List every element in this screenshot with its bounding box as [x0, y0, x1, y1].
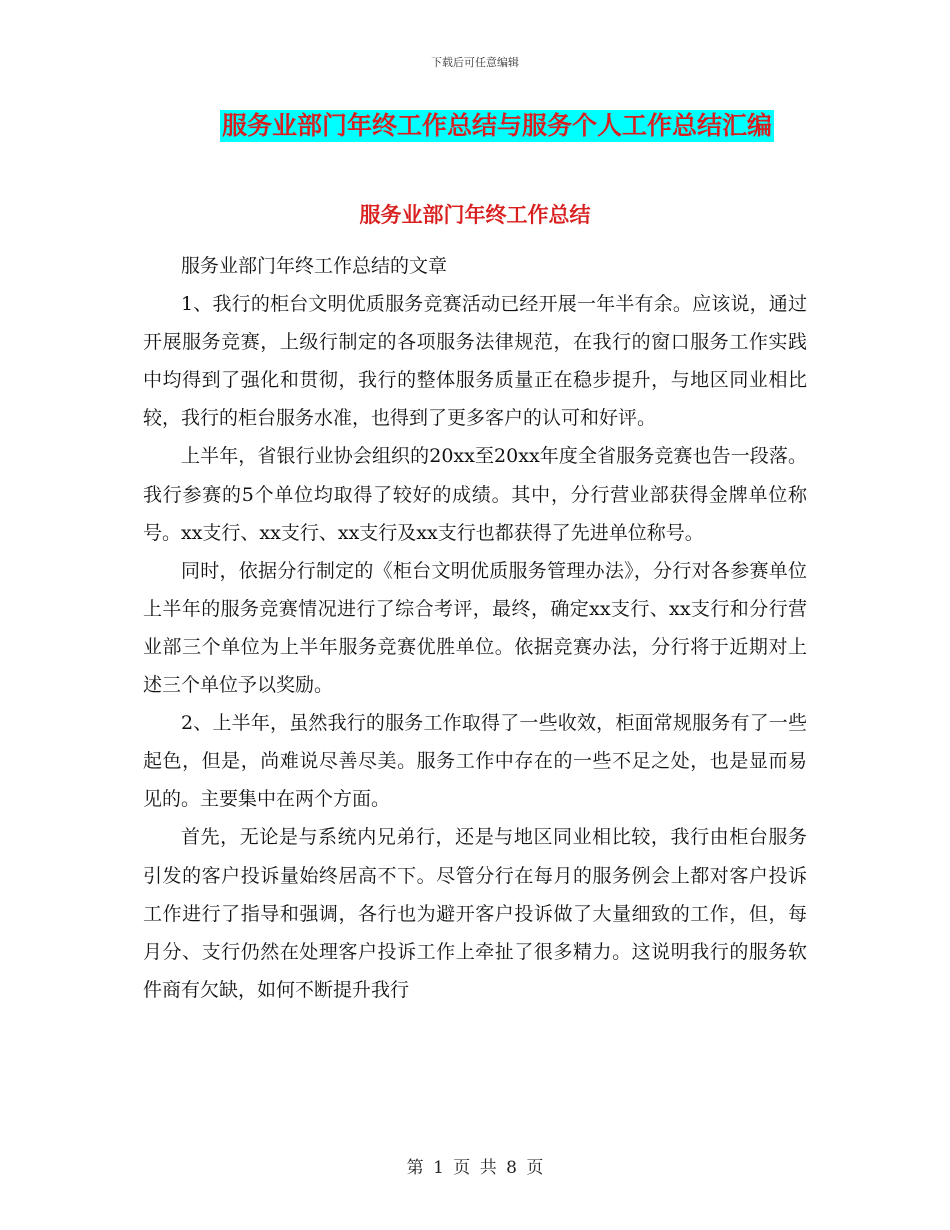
main-title-container: [0, 110, 950, 142]
section-title: 服务业部门年终工作总结: [359, 202, 591, 227]
paragraph: 同时，依据分行制定的《柜台文明优质服务管理办法》，分行对各参赛单位上半年的服务竞赛情况进行了综合考评，最终，确定xx支行、xx支行和分行营业部三个单位为上半年服务竞赛优胜单位。依据竞赛办法，分行将于近期对上述三个单位予以奖励。: [143, 559, 807, 697]
header-note: 下载后可任意编辑: [431, 56, 519, 69]
paragraph: 首先，无论是与系统内兄弟行，还是与地区同业相比较，我行由柜台服务引发的客户投诉量始终居高不下。尽管分行在每月的服务例会上都对客户投诉工作进行了指导和强调，各行也为避开客户投诉做了大量细致的工作，但，每月分、支行仍然在处理客户投诉工作上牵扯了很多精力。这说明我行的服务软件商有欠缺，如何不断提升我行: [143, 826, 807, 1001]
paragraph: 上半年，省银行业协会组织的20xx至20xx年度全省服务竞赛也告一段落。我行参赛的5个单位均取得了较好的成绩。其中，分行营业部获得金牌单位称号。xx支行、xx支行、xx支行及xx支行也都获得了先进单位称号。: [143, 445, 807, 544]
main-title: 服务业部门年终工作总结与服务个人工作总结汇编: [221, 111, 772, 140]
paragraph: 服务业部门年终工作总结的文章: [181, 255, 448, 277]
document-body: [143, 247, 807, 1009]
paragraph: 1、我行的柜台文明优质服务竞赛活动已经开展一年半有余。应该说，通过开展服务竞赛，上级行制定的各项服务法律规范，在我行的窗口服务工作实践中均得到了强化和贯彻，我行的整体服务质量正在稳步提升，与地区同业相比较，我行的柜台服务水准，也得到了更多客户的认可和好评。: [143, 293, 807, 430]
page-number-footer: 第 1 页 共 8 页: [406, 1158, 544, 1178]
paragraph: 2、上半年，虽然我行的服务工作取得了一些收效，柜面常规服务有了一些起色，但是，尚难说尽善尽美。服务工作中存在的一些不足之处，也是显而易见的。主要集中在两个方面。: [143, 712, 807, 811]
